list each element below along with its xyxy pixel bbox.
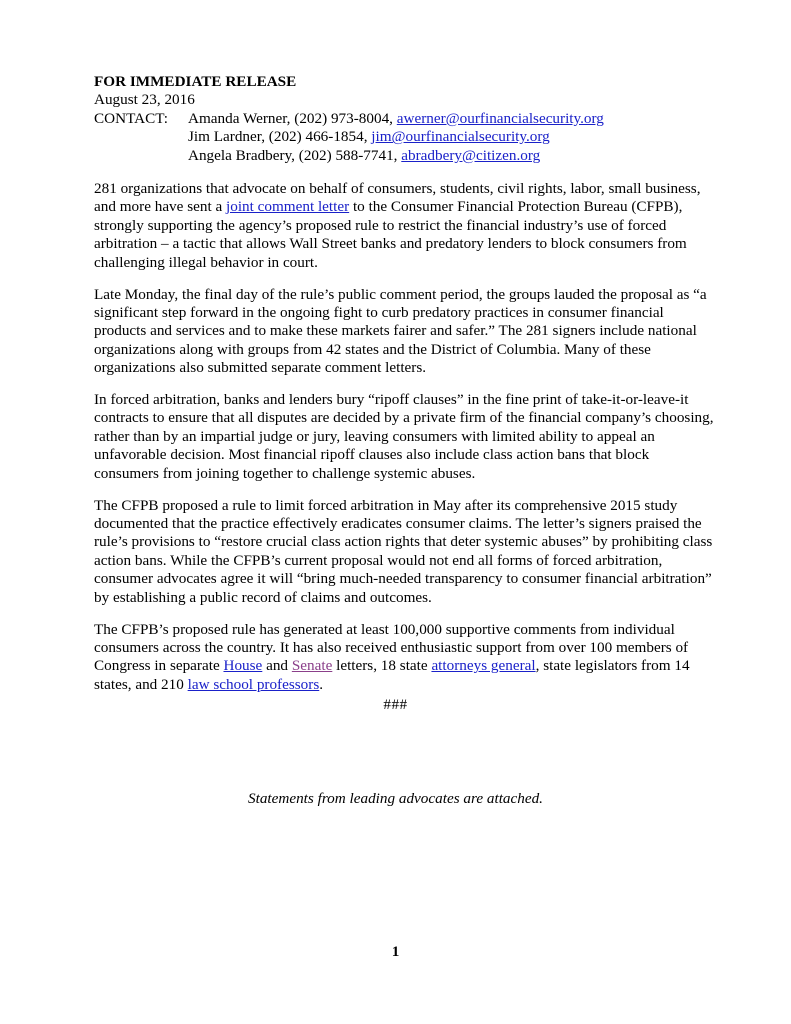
contact-entry xyxy=(188,147,734,165)
contact-name-phone: Angela Bradbery, (202) 588-7741, xyxy=(188,146,402,164)
contact-email-link[interactable]: awerner@ourfinancialsecurity.org xyxy=(396,109,604,127)
contact-label: CONTACT: xyxy=(94,109,168,127)
contact-entry xyxy=(188,110,734,128)
contact-email-link[interactable]: abradbery@citizen.org xyxy=(401,146,541,164)
section-divider: ### xyxy=(383,696,408,713)
contact-name-phone: Amanda Werner, (202) 973-8004, xyxy=(188,109,397,127)
paragraph-text: to the Consumer Financial Protection Bureau (CFPB), strongly supporting the agency’s proposed rule to restrict the financial industry’s use of forced arbitration – a tactic that allows Wall Street banks and predatory lenders to block consumers from challenging illegal behavior in court. xyxy=(94,198,687,271)
contact-name-phone: Jim Lardner, (202) 466-1854, xyxy=(188,128,372,146)
contact-list xyxy=(188,110,734,165)
paragraph-text: 281 organizations that advocate on behalf of consumers, students, civil rights, labor, small business, and more have sent a xyxy=(94,180,701,216)
release-label: FOR IMMEDIATE RELEASE xyxy=(94,73,297,90)
paragraph-comment-period: Late Monday, the final day of the rule’s public comment period, the groups lauded the proposal as “a significant step forward in the ongoing fight to curb predatory practices in consumer financial products and services and to make these markets fairer and safer.” The 281 signers include national organizations along with groups from 42 states and the District of Columbia. Many of these organizations also submitted separate comment letters. xyxy=(94,285,707,377)
contact-email-link[interactable]: jim@ourfinancialsecurity.org xyxy=(371,128,550,146)
release-body xyxy=(94,180,714,708)
page-number: 1 xyxy=(391,943,400,960)
paragraph-intro xyxy=(94,180,714,272)
contact-entry xyxy=(188,128,734,146)
paragraph-text: , state legislators from 14 states, and 210 xyxy=(94,657,690,693)
release-header xyxy=(94,73,734,165)
house-letter-link[interactable]: House xyxy=(223,657,263,675)
attachment-note: Statements from leading advocates are attached. xyxy=(248,790,543,807)
paragraph-text: letters, 18 state xyxy=(332,657,432,675)
paragraph-forced-arbitration: In forced arbitration, banks and lenders bury “ripoff clauses” in the fine print of take-it-or-leave-it contracts to ensure that all disputes are decided by a private firm of the financial company’s choosing, rather than by an impartial judge or jury, leaving consumers with limited ability to appeal an unfavorable decision. Most financial ripoff clauses also include class action bans that block consumers from joining together to challenge systemic abuses. xyxy=(94,391,714,482)
paragraph-text: The CFPB’s proposed rule has generated at least 100,000 supportive comments from individual consumers across the country. It has also received enthusiastic support from over 100 members of Congress in separate xyxy=(94,620,689,675)
paragraph-cfpb-rule: The CFPB proposed a rule to limit forced arbitration in May after its comprehensive 2015 study documented that the practice effectively eradicates consumer claims. The letter’s signers praised the rule’s provisions to “restore crucial class action rights that deter systemic abuses” by prohibiting class action bans. While the CFPB’s current proposal would not end all forms of forced arbitration, consumer advocates agree it will “bring much-needed transparency to consumer financial arbitration” by establishing a public record of claims and outcomes. xyxy=(94,496,713,606)
attorneys-general-link[interactable]: attorneys general xyxy=(431,657,536,675)
paragraph-support xyxy=(94,621,714,695)
senate-letter-link[interactable]: Senate xyxy=(291,657,333,675)
law-school-professors-link[interactable]: law school professors xyxy=(187,675,320,693)
release-date: August 23, 2016 xyxy=(94,91,195,109)
paragraph-text: and xyxy=(262,657,292,675)
contact-block xyxy=(94,110,734,165)
paragraph-text: . xyxy=(319,675,324,693)
joint-comment-letter-link[interactable]: joint comment letter xyxy=(226,198,350,216)
